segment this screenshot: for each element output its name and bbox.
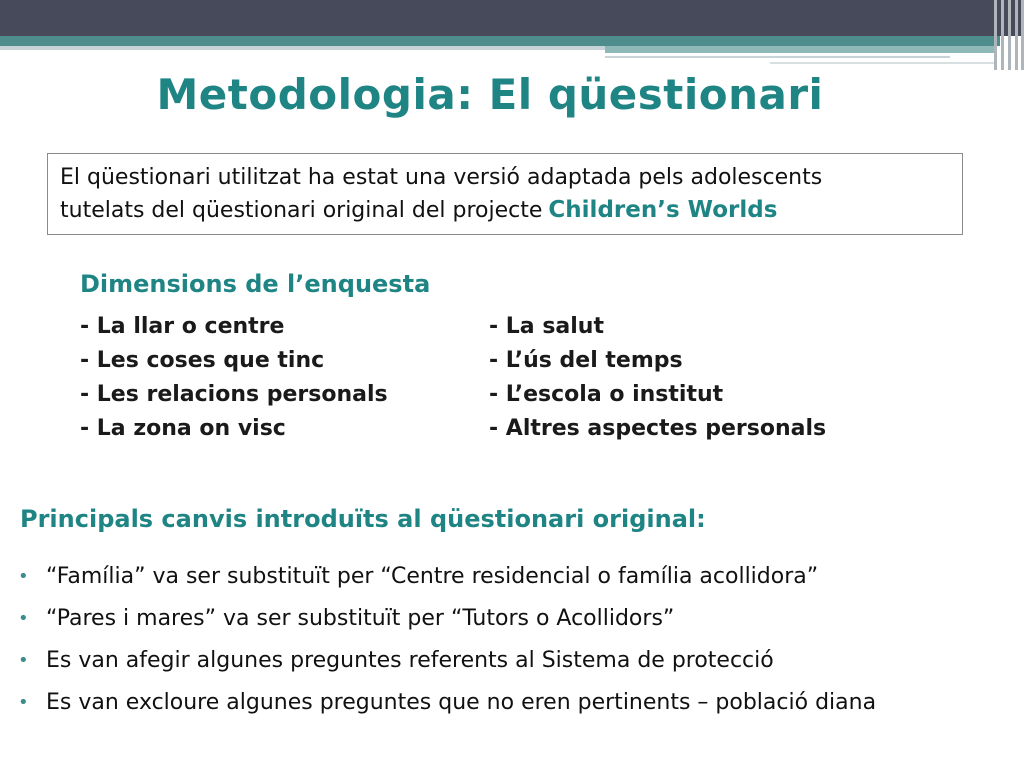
bullet-icon: •	[18, 566, 29, 587]
header-teal-stripe	[0, 36, 1000, 46]
dimension-item: - La llar o centre	[80, 314, 285, 339]
list-item: • “Família” va ser substituït per “Centre residencial o família acollidora”	[18, 556, 1018, 598]
bullet-icon: •	[18, 608, 29, 629]
vertical-stripes-decoration	[992, 0, 1024, 70]
header-grey-stripe	[0, 46, 605, 50]
dimension-row	[80, 344, 940, 378]
intro-text: tutelats del qüestionari original del projecte	[60, 198, 543, 223]
dimension-row	[80, 412, 940, 446]
dimension-item: - Les relacions personals	[80, 382, 388, 407]
changes-list	[18, 556, 1018, 724]
dimension-item: - Altres aspectes personals	[489, 416, 827, 441]
changes-heading: Principals canvis introduïts al qüestionari original:	[20, 505, 706, 533]
dimension-row	[80, 378, 940, 412]
dimension-item: - La zona on visc	[80, 416, 286, 441]
header-thin-line-2	[770, 62, 995, 64]
header-thin-line	[605, 56, 950, 58]
intro-box	[47, 153, 963, 235]
list-item: • Es van afegir algunes preguntes referents al Sistema de protecció	[18, 640, 1018, 682]
list-item: • Es van excloure algunes preguntes que no eren pertinents – població diana	[18, 682, 1018, 724]
slide-title: Metodologia: El qüestionari	[156, 70, 824, 119]
bullet-icon: •	[18, 650, 29, 671]
bullet-icon: •	[18, 692, 29, 713]
list-item: • “Pares i mares” va ser substituït per “Tutors o Acollidors”	[18, 598, 1018, 640]
dimension-row	[80, 310, 940, 344]
intro-line-2	[60, 194, 950, 227]
header-light-teal-stripe	[605, 46, 995, 53]
dimensions-heading: Dimensions de l’enquesta	[80, 270, 431, 298]
dimension-item: - L’escola o institut	[489, 382, 724, 407]
header-bar	[0, 0, 1024, 36]
project-name: Children’s Worlds	[548, 197, 778, 223]
dimension-item: - Les coses que tinc	[80, 348, 325, 373]
intro-line-1: El qüestionari utilitzat ha estat una versió adaptada pels adolescents	[60, 165, 823, 190]
dimension-item: - La salut	[489, 314, 604, 339]
dimension-item: - L’ús del temps	[489, 348, 683, 373]
dimensions-list	[80, 310, 940, 446]
